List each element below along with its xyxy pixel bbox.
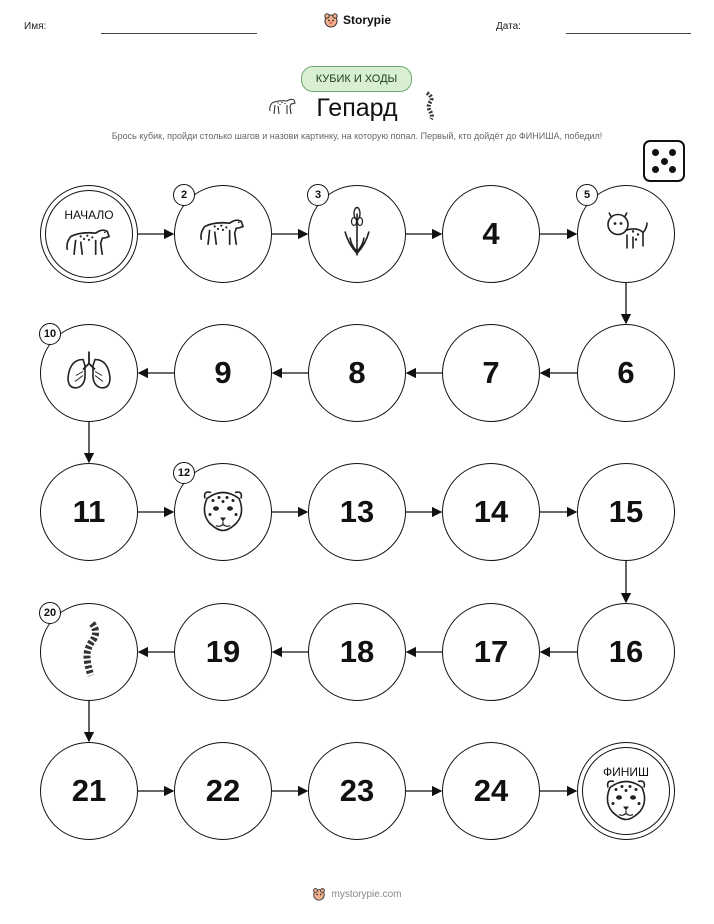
- name-label: Имя:: [24, 21, 47, 32]
- cheetah-standing-icon: [198, 212, 248, 257]
- instructions: Брось кубик, пройди столько шагов и назови картинку, на которую попал. Первый, кто дойдёт до ФИНИША, победил!: [111, 131, 603, 141]
- space-number: 17: [473, 634, 509, 669]
- activity-badge: КУБИК И ХОДЫ: [301, 66, 412, 92]
- space-number-tag: 3: [307, 184, 329, 206]
- board-space[interactable]: [577, 185, 675, 283]
- space-number-tag: 20: [39, 602, 61, 624]
- board-space[interactable]: [442, 603, 540, 701]
- space-number: 21: [71, 773, 107, 808]
- footer-url[interactable]: mystorypie.com: [331, 888, 402, 900]
- space-number: 4: [482, 216, 500, 251]
- space-number: 6: [617, 355, 635, 390]
- board-space[interactable]: [308, 185, 406, 283]
- grass-plant-icon: [342, 206, 372, 263]
- brand-name: Storypie: [342, 13, 391, 27]
- space-number: 8: [348, 355, 366, 390]
- space-number: 13: [339, 494, 375, 529]
- space-number: 19: [205, 634, 241, 669]
- lungs-icon: [64, 350, 114, 397]
- board-space[interactable]: [308, 603, 406, 701]
- board-space[interactable]: [174, 463, 272, 561]
- space-number: 15: [608, 494, 644, 529]
- board-space[interactable]: [40, 463, 138, 561]
- space-number: 22: [205, 773, 241, 808]
- space-number-tag: 5: [576, 184, 598, 206]
- start-space[interactable]: [40, 185, 138, 283]
- space-number: 9: [214, 355, 232, 390]
- finish-label: ФИНИШ: [602, 765, 650, 779]
- board-space[interactable]: [442, 324, 540, 422]
- space-number: 11: [72, 494, 106, 529]
- space-number: 14: [473, 494, 509, 529]
- storypie-mascot-icon: [312, 887, 326, 901]
- finish-space[interactable]: [577, 742, 675, 840]
- board-space[interactable]: [442, 185, 540, 283]
- board-space[interactable]: [442, 742, 540, 840]
- board-space[interactable]: [174, 324, 272, 422]
- space-number-tag: 10: [39, 323, 61, 345]
- space-number: 16: [608, 634, 644, 669]
- board-space[interactable]: [40, 324, 138, 422]
- board-space[interactable]: [308, 742, 406, 840]
- space-number: 18: [339, 634, 375, 669]
- board-space[interactable]: [174, 603, 272, 701]
- board-space[interactable]: [174, 742, 272, 840]
- page-title: Гепард: [316, 94, 398, 122]
- cheetah-cub-icon: [603, 211, 649, 258]
- space-number-tag: 2: [173, 184, 195, 206]
- space-number: 23: [339, 773, 375, 808]
- cheetah-face-icon: [602, 775, 650, 826]
- board-space[interactable]: [577, 603, 675, 701]
- cheetah-standing-icon: [64, 221, 114, 266]
- spine-icon: [74, 621, 104, 684]
- board-space[interactable]: [442, 463, 540, 561]
- date-label: Дата:: [496, 21, 521, 32]
- board-space[interactable]: [40, 742, 138, 840]
- board-space[interactable]: [577, 324, 675, 422]
- space-number-tag: 12: [173, 462, 195, 484]
- cheetah-face-icon: [199, 487, 247, 538]
- board-space[interactable]: [174, 185, 272, 283]
- board-space[interactable]: [577, 463, 675, 561]
- board-space[interactable]: [308, 324, 406, 422]
- board-space[interactable]: [40, 603, 138, 701]
- space-number: 7: [482, 355, 500, 390]
- footer: [0, 887, 714, 901]
- start-label: НАЧАЛО: [64, 208, 114, 222]
- space-number: 24: [473, 773, 509, 808]
- board-space[interactable]: [308, 463, 406, 561]
